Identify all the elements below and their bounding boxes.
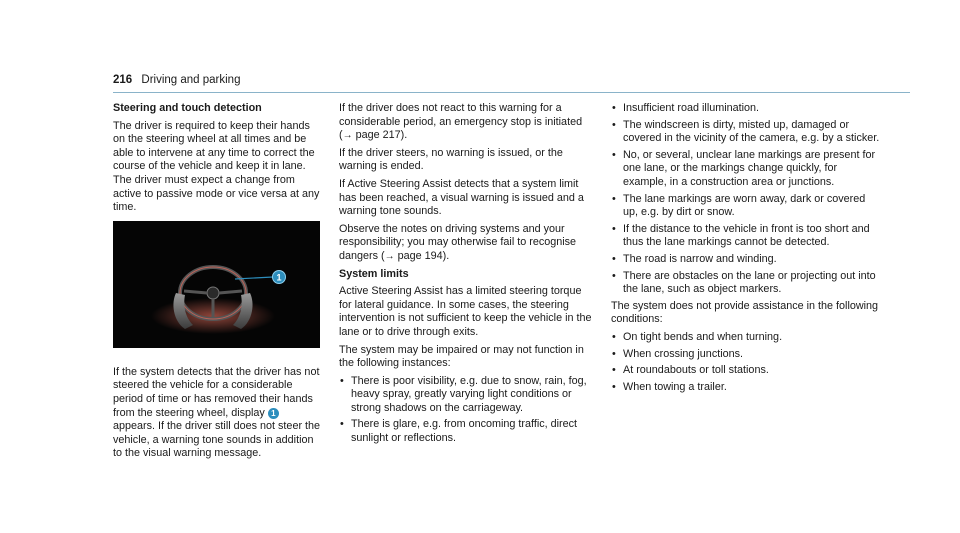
list-item: • The road is narrow and winding. [611, 253, 881, 267]
callout-badge: 1 [268, 408, 279, 419]
subheading: System limits [339, 267, 409, 280]
list-item: • The lane markings are worn away, dark or covered up, e.g. by dirt or snow. [611, 193, 881, 220]
page-number: 216 [113, 74, 133, 86]
observe-paragraph: Observe the notes on driving systems and your responsibility; you may otherwise fail to recognise dangers (→ page 194). [339, 222, 577, 262]
section-title: Driving and parking [141, 74, 241, 86]
list-item: • If the distance to the vehicle in front is too short and thus the lane markings cannot be detected. [611, 223, 881, 250]
list-item: • There are obstacles on the lane or projecting out into the lane, such as object markers. [611, 270, 881, 297]
list-item: • At roundabouts or toll stations. [611, 364, 881, 378]
list-item: • There is glare, e.g. from oncoming traffic, direct sunlight or reflections. [339, 418, 597, 445]
intro-paragraph: The driver is required to keep their hands on the steering wheel at all times and be able to intervene at any time to correct the course of the vehicle and keep it in lane. The driver must expect a change from active to passive mode or vice versa at any time. [113, 119, 320, 214]
emergency-stop-paragraph: If the driver does not react to this warning for a considerable period, an emergency stop is initiated (→ page 217). [339, 102, 583, 142]
list-item: • There is poor visibility, e.g. due to snow, rain, fog, heavy spray, greatly varying light conditions or strong shadows on the carriageway. [339, 375, 597, 416]
steer-paragraph: If the driver steers, no warning is issued, or the warning is ended. [339, 146, 563, 173]
list-item: • The windscreen is dirty, misted up, damaged or covered in the vicinity of the camera, e.g. by a sticker. [611, 119, 881, 146]
system-limit-paragraph: If Active Steering Assist detects that a system limit has been reached, a visual warning is issued and a warning tone sounds. [339, 177, 584, 218]
no-assist-paragraph: The system does not provide assistance in the following conditions: [611, 299, 879, 326]
warning-paragraph: If the system detects that the driver has not steered the vehicle for a considerable period of time or has removed their hands from the steering wheel, display 1 appears. If the driver still does not steer the vehicle, a warning tone sounds in addition to the visual warning message. [113, 365, 321, 460]
page-ref-link[interactable]: page 194 [397, 249, 443, 262]
steering-wheel-illustration [113, 221, 320, 348]
impaired-list [339, 375, 597, 446]
list-item: • Insufficient road illumination. [611, 102, 881, 116]
list-item: • No, or several, unclear lane markings are present for one lane, or the markings change quickly, for example, in a construction area or junctions. [611, 149, 881, 190]
page-ref-link[interactable]: page 217 [355, 129, 401, 142]
impaired-paragraph: The system may be impaired or may not function in the following instances: [339, 343, 584, 370]
torque-paragraph: Active Steering Assist has a limited steering torque for lateral guidance. In some cases, the steering intervention is not sufficient to keep the vehicle in the lane or to drive through exits. [339, 285, 592, 338]
list-item: • When crossing junctions. [611, 348, 881, 362]
column-1 [113, 102, 323, 465]
column-3 [611, 102, 881, 397]
page-header [113, 74, 240, 86]
conditions-list [611, 331, 881, 394]
header-rule [113, 92, 910, 93]
list-item: • When towing a trailer. [611, 381, 881, 395]
callout-label: 1 [276, 272, 282, 283]
section-heading: Steering and touch detection [113, 102, 262, 114]
list-item: • On tight bends and when turning. [611, 331, 881, 345]
column-2 [339, 102, 597, 449]
limits-list [611, 102, 881, 297]
